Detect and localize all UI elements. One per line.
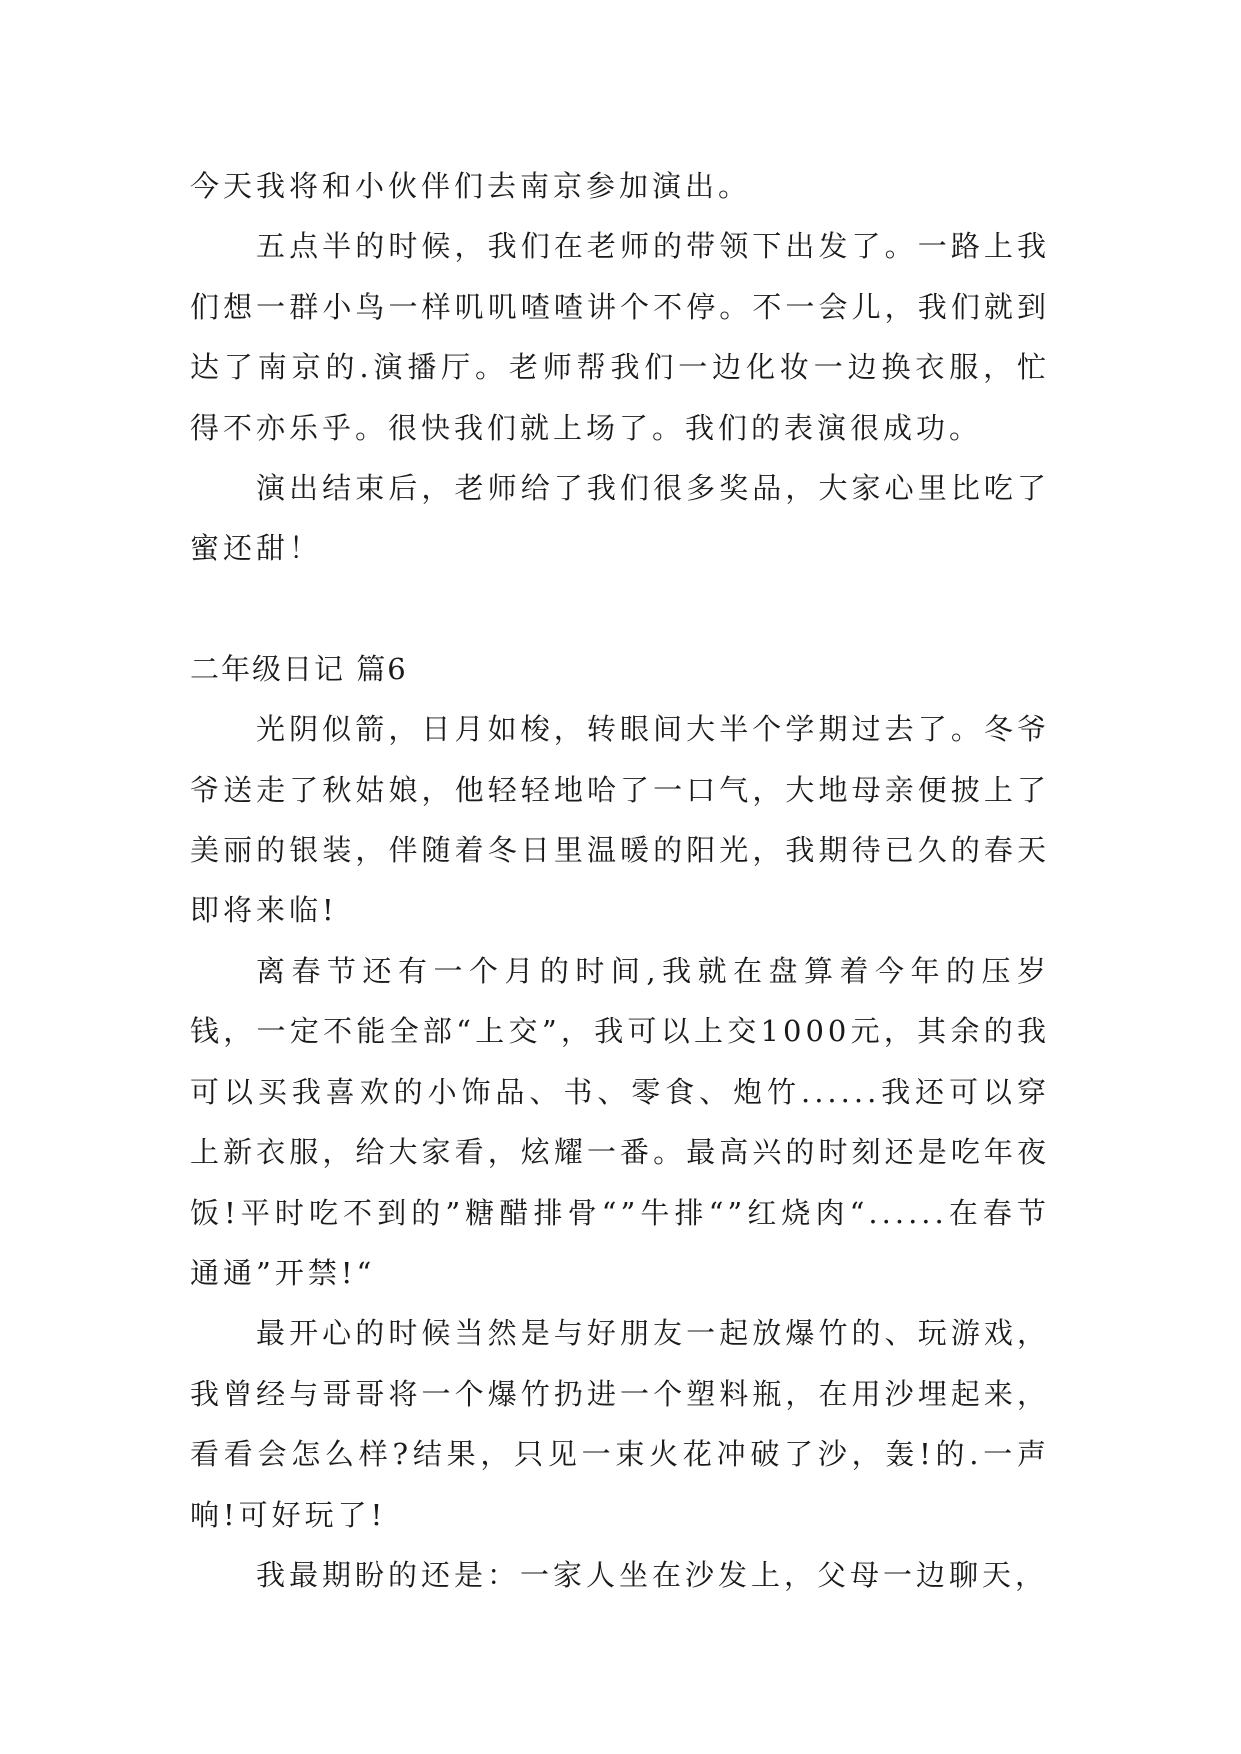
section-spacer bbox=[190, 579, 1050, 639]
paragraph: 今天我将和小伙伴们去南京参加演出。 bbox=[190, 169, 752, 203]
document-body bbox=[190, 156, 1050, 1605]
paragraph: 五点半的时候，我们在老师的带领下出发了。一路上我们想一群小鸟一样叽叽喳喳讲个不停。不一会儿，我们就到达了南京的.演播厅。老师帮我们一边化妆一边换衣服，忙得不亦乐乎。很快我们就上场了。我们的表演很成功。 bbox=[190, 229, 1050, 445]
paragraph: 最开心的时候当然是与好朋友一起放爆竹的、玩游戏，我曾经与哥哥将一个爆竹扔进一个塑料瓶，在用沙埋起来，看看会怎么样?结果，只见一束火花冲破了沙，轰!的.一声响!可好玩了! bbox=[190, 1316, 1050, 1532]
paragraph: 光阴似箭，日月如梭，转眼间大半个学期过去了。冬爷爷送走了秋姑娘，他轻轻地哈了一口气，大地母亲便披上了美丽的银装，伴随着冬日里温暖的阳光，我期待已久的春天即将来临! bbox=[190, 712, 1050, 928]
paragraph: 我最期盼的还是：一家人坐在沙发上，父母一边聊天， bbox=[256, 1557, 1049, 1592]
paragraph: 演出结束后，老师给了我们很多奖品，大家心里比吃了蜜还甜！ bbox=[190, 471, 1050, 566]
paragraph: 离春节还有一个月的时间,我就在盘算着今年的压岁钱，一定不能全部“上交”，我可以上交1000元，其余的我可以买我喜欢的小饰品、书、零食、炮竹......我还可以穿上新衣服，给大家看，炫耀一番。最高兴的时刻还是吃年夜饭!平时吃不到的”糖醋排骨“”牛排“”红烧肉“......在春节通通”开禁!“ bbox=[190, 953, 1050, 1290]
section-heading: 二年级日记 篇6 bbox=[190, 651, 408, 686]
